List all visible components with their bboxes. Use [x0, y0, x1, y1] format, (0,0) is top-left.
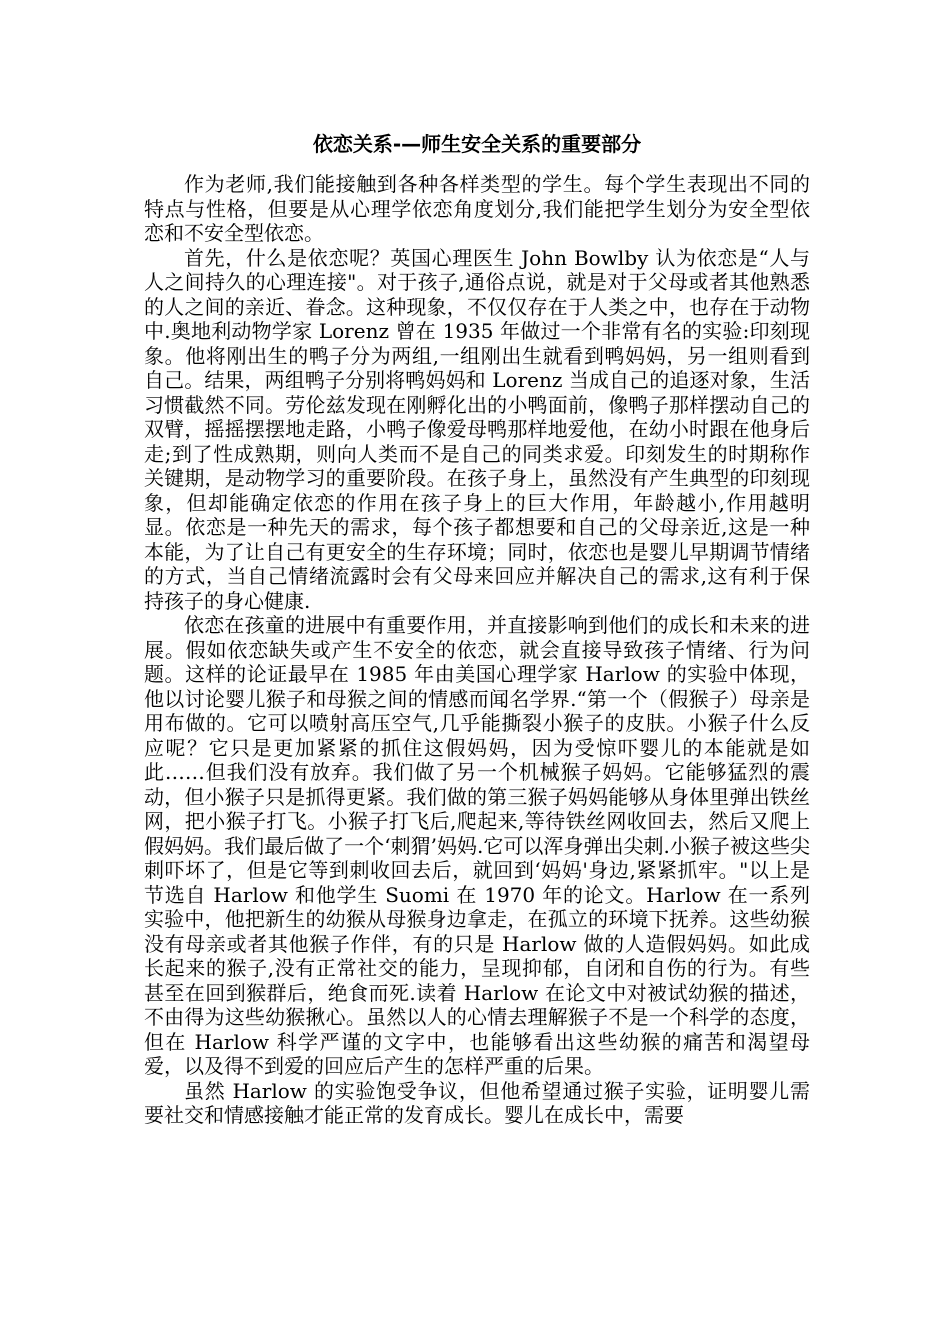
paragraph-conclusion: 虽然 Harlow 的实验饱受争议，但他希望通过猴子实验，证明婴儿需要社交和情感接触才能正常的发育成长。婴儿在成长中，需要 — [144, 1078, 810, 1127]
paragraph-intro: 作为老师,我们能接触到各种各样类型的学生。每个学生表现出不同的特点与性格，但要是从心理学依恋角度划分,我们能把学生划分为安全型依恋和不安全型依恋。 — [144, 172, 810, 245]
document-body — [144, 130, 810, 1128]
paragraph-harlow: 依恋在孩童的进展中有重要作用，并直接影响到他们的成长和未来的进展。假如依恋缺失或产生不安全的依恋，就会直接导致孩子情绪、行为问题。这样的论证最早在 1985 年由美国心理学家 Harlow 的实验中体现，他以讨论婴儿猴子和母猴之间的情感而闻名学界.“第一个（假猴子）母亲是用布做的。它可以喷射高压空气,几乎能撕裂小猴子的皮肤。小猴子什么反应呢？它只是更加紧紧的抓住这假妈妈，因为受惊吓婴儿的本能就是如此……但我们没有放弃。我们做了另一个机械猴子妈妈。它能够猛烈的震动，但小猴子只是抓得更紧。我们做的第三猴子妈妈能够从身体里弹出铁丝网，把小猴子打飞。小猴子打飞后,爬起来,等待铁丝网收回去，然后又爬上假妈妈。我们最后做了一个‘刺猬’妈妈.它可以浑身弹出尖刺.小猴子被这些尖刺吓坏了，但是它等到刺收回去后，就回到‘妈妈'身边,紧紧抓牢。"以上是节选自 Harlow 和他学生 Suomi 在 1970 年的论文。Harlow 在一系列实验中，他把新生的幼猴从母猴身边拿走，在孤立的环境下抚养。这些幼猴没有母亲或者其他猴子作伴，有的只是 Harlow 做的人造假妈妈。如此成长起来的猴子,没有正常社交的能力，呈现抑郁，自闭和自伤的行为。有些甚至在回到猴群后，绝食而死.读着 Harlow 在论文中对被试幼猴的描述，不由得为这些幼猴揪心。虽然以人的心情去理解猴子不是一个科学的态度，但在 Harlow 科学严谨的文字中，也能够看出这些幼猴的痛苦和渴望母爱，以及得不到爱的回应后产生的怎样严重的后果。 — [144, 613, 810, 1078]
document-title: 依恋关系-—师生安全关系的重要部分 — [312, 132, 642, 156]
paragraph-definition: 首先，什么是依恋呢？英国心理医生 John Bowlby 认为依恋是“人与人之间持久的心理连接"。对于孩子,通俗点说，就是对于父母或者其他熟悉的人之间的亲近、眷念。这种现象，不仅仅存在于人类之中，也存在于动物中.奥地利动物学家 Lorenz 曾在 1935 年做过一个非常有名的实验:印刻现象。他将刚出生的鸭子分为两组,一组刚出生就看到鸭妈妈，另一组则看到自己。结果，两组鸭子分别将鸭妈妈和 Lorenz 当成自己的追逐对象，生活习惯截然不同。劳伦兹发现在刚孵化出的小鸭面前，像鸭子那样摆动自己的双臂，摇摇摆摆地走路，小鸭子像爱母鸭那样地爱他，在幼小时跟在他身后走;到了性成熟期，则向人类而不是自己的同类求爱。印刻发生的时期称作关键期，是动物学习的重要阶段。在孩子身上，虽然没有产生典型的印刻现象，但却能确定依恋的作用在孩子身上的巨大作用，年龄越小,作用越明显。依恋是一种先天的需求，每个孩子都想要和自己的父母亲近,这是一种本能，为了让自己有更安全的生存环境；同时，依恋也是婴儿早期调节情绪的方式，当自己情绪流露时会有父母来回应并解决自己的需求,这有利于保持孩子的身心健康. — [144, 245, 810, 613]
